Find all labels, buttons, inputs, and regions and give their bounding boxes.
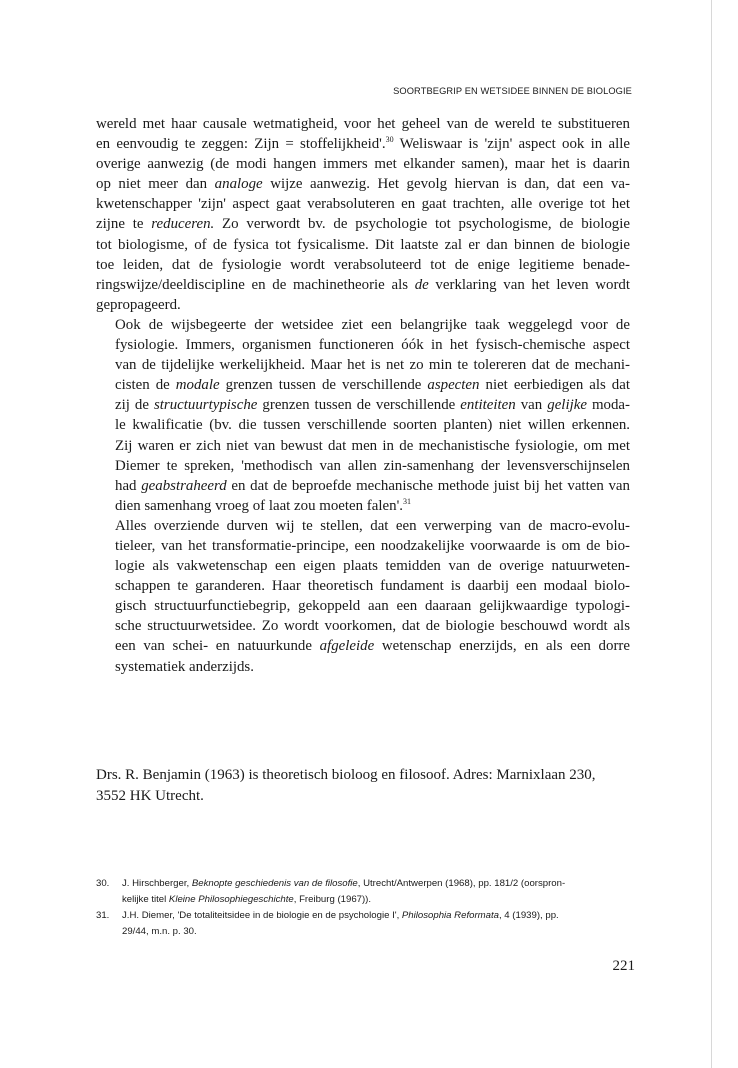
text-line bbox=[96, 536, 630, 556]
text-line bbox=[96, 496, 630, 516]
author-note-line: Drs. R. Benjamin (1963) is theoretisch bioloog en filosoof. Adres: Marnixlaan 230, bbox=[96, 767, 596, 783]
text-run: Alles overziende durven wij te stellen, dat een verwerping van de macro-evolu- bbox=[115, 517, 630, 534]
footnotes bbox=[96, 876, 636, 940]
footnote-line bbox=[122, 892, 636, 908]
footnote-ref: 31 bbox=[402, 496, 411, 506]
text-run: J.H. Diemer, 'De totaliteitsidee in de biologie en de psychologie I', bbox=[122, 910, 402, 921]
text-run: en dat de beproefde mechanische methode juist bij het vatten van bbox=[226, 477, 630, 494]
text-run: , 4 (1939), pp. bbox=[498, 910, 559, 921]
text-run: fysiologie. Immers, organismen functioneren óók in het fysisch-chemische aspect bbox=[115, 337, 630, 354]
text-line bbox=[96, 134, 630, 154]
text-run: grenzen tussen de verschillende bbox=[257, 397, 461, 414]
text-run: grenzen tussen de verschillende bbox=[219, 377, 428, 394]
italic-text: structuurtypische bbox=[153, 397, 258, 414]
text-run: wereld met haar causale wetmatigheid, voor het geheel van de wereld te substitueren bbox=[96, 116, 630, 132]
italic-text: de bbox=[414, 276, 429, 293]
text-run: tot biologisme, of de fysica tot fysicalisme. Dit laatste zal er dan binnen de biologie bbox=[96, 236, 630, 253]
text-run: schappen te garanderen. Haar theoretisch fundament is daarbij een modaal biolo- bbox=[115, 578, 630, 595]
text-run: sche structuurwetsidee. Zo wordt voorkomen, dat de biologie beschouwd wordt als bbox=[115, 618, 630, 635]
text-run: logie als vakwetenschap een eigen plaats temidden van de overige natuurweten- bbox=[115, 558, 630, 575]
text-line bbox=[96, 154, 630, 174]
author-note-line: 3552 HK Utrecht. bbox=[96, 788, 204, 804]
italic-text: afgeleide bbox=[319, 638, 375, 655]
text-run: zijne te bbox=[96, 216, 152, 233]
footnote-ref: 30 bbox=[385, 135, 394, 145]
text-run: dien samenhang vroeg of laat zou moeten falen'. bbox=[115, 497, 403, 514]
text-run: le kwalificatie (bv. die tussen verschillende soorten planten) niet willen erkennen. bbox=[115, 417, 630, 434]
text-line bbox=[96, 335, 630, 355]
text-run: kelijke titel bbox=[122, 894, 169, 905]
text-run: tieleer, van het transformatie-principe, een noodzakelijke voorwaarde is om de bio- bbox=[115, 537, 630, 554]
text-run: , Freiburg (1967)). bbox=[293, 894, 372, 905]
page-edge-line bbox=[711, 0, 712, 1068]
text-run: had bbox=[115, 477, 142, 494]
text-line bbox=[96, 576, 630, 596]
text-run: Zij waren er zich niet van bewust dat men in de mechanistische fysiologie, om met bbox=[115, 437, 630, 454]
footnote-number: 30. bbox=[96, 878, 110, 889]
text-line bbox=[96, 355, 630, 375]
footnote bbox=[96, 908, 636, 940]
footnote-number: 31. bbox=[96, 910, 110, 921]
text-run: toe leiden, dat de fysiologie wordt verabsoluteerd tot de enige legitieme benade- bbox=[96, 256, 630, 273]
page-number: 221 bbox=[612, 958, 635, 974]
text-line bbox=[96, 596, 630, 616]
text-line bbox=[96, 415, 630, 435]
paragraph bbox=[96, 516, 630, 677]
italic-text: reduceren. bbox=[151, 216, 215, 233]
text-run: , Utrecht/Antwerpen (1968), pp. 181/2 (oorspron- bbox=[357, 878, 566, 889]
text-line bbox=[96, 214, 630, 234]
text-run: wetenschap enerzijds, en als een dorre bbox=[374, 638, 630, 655]
text-run: kwetenschapper 'zijn' aspect gaat verabsoluteren en gaat trachten, alle overige tot het bbox=[96, 196, 630, 213]
text-line bbox=[96, 616, 630, 636]
text-run: moda- bbox=[586, 397, 630, 414]
text-line bbox=[96, 516, 630, 536]
text-line bbox=[96, 295, 630, 315]
italic-text: aspecten bbox=[427, 377, 480, 394]
text-run: Ook de wijsbegeerte der wetsidee ziet een belangrijke taak weggelegd voor de bbox=[115, 316, 630, 333]
text-line bbox=[96, 194, 630, 214]
text-run: zij de bbox=[115, 397, 154, 414]
text-line bbox=[96, 114, 630, 134]
text-run: cisten de bbox=[115, 377, 176, 394]
text-line bbox=[96, 275, 630, 295]
footnote-line bbox=[122, 924, 636, 940]
italic-text: Kleine Philosophiegeschichte bbox=[168, 894, 294, 905]
text-run: en eenvoudig te zeggen: Zijn = stoffelijkheid'. bbox=[96, 136, 386, 153]
text-run: gisch structuurfunctiebegrip, gekoppeld aan een daaraan gelijkwaardige typologi- bbox=[115, 598, 630, 615]
italic-text: gelijke bbox=[547, 397, 587, 414]
italic-text: geabstraheerd bbox=[141, 477, 227, 494]
text-run: van de tijdelijke werkelijkheid. Maar het is net zo min te tolereren dat de mechani- bbox=[115, 357, 630, 374]
text-run: verklaring van het leven wordt bbox=[428, 276, 631, 293]
text-run: gepropageerd. bbox=[96, 296, 181, 313]
text-line bbox=[96, 235, 630, 255]
italic-text: modale bbox=[175, 377, 220, 394]
text-run: een van schei- en natuurkunde bbox=[115, 638, 320, 655]
paragraph bbox=[96, 315, 630, 516]
text-run: ringswijze/deeldiscipline en de machinetheorie als bbox=[96, 276, 415, 293]
text-line bbox=[96, 636, 630, 656]
text-run: Diemer te spreken, 'methodisch van allen zin-samenhang der levensverschijnselen bbox=[115, 457, 630, 474]
footnote-line bbox=[122, 908, 636, 924]
text-line bbox=[96, 315, 630, 335]
italic-text: analoge bbox=[214, 176, 263, 193]
text-line bbox=[96, 476, 630, 496]
italic-text: entiteiten bbox=[460, 397, 516, 414]
text-line bbox=[96, 255, 630, 275]
text-line bbox=[96, 556, 630, 576]
italic-text: Philosophia Reformata bbox=[401, 910, 499, 921]
text-run: 29/44, m.n. p. 30. bbox=[122, 926, 197, 937]
text-run: niet eerbiedigen als dat bbox=[479, 377, 630, 394]
text-run: van bbox=[515, 397, 548, 414]
text-line bbox=[96, 395, 630, 415]
text-run: overige aanwezig (de modi hangen immers met elkander samen), maar het is daarin bbox=[96, 156, 630, 173]
paragraph bbox=[96, 114, 630, 315]
text-run: Zo verwordt bv. de psychologie tot psychologisme, de biologie bbox=[214, 216, 630, 233]
footnote bbox=[96, 876, 636, 908]
text-run: Weliswaar is 'zijn' aspect ook in alle bbox=[393, 136, 630, 153]
body-text bbox=[96, 114, 630, 677]
text-line bbox=[96, 174, 630, 194]
text-line bbox=[96, 456, 630, 476]
running-head: SOORTBEGRIP EN WETSIDEE BINNEN DE BIOLOGIE bbox=[393, 86, 632, 96]
text-run: J. Hirschberger, bbox=[122, 878, 192, 889]
text-line bbox=[96, 436, 630, 456]
author-note bbox=[96, 765, 636, 807]
text-line bbox=[96, 657, 630, 677]
text-run: wijze aanwezig. Het gevolg hiervan is dan, dat een va- bbox=[262, 176, 630, 193]
text-line bbox=[96, 375, 630, 395]
italic-text: Beknopte geschiedenis van de filosofie bbox=[191, 878, 358, 889]
text-run: systematiek anderzijds. bbox=[115, 658, 254, 675]
footnote-line bbox=[122, 876, 636, 892]
text-run: op niet meer dan bbox=[96, 176, 215, 193]
